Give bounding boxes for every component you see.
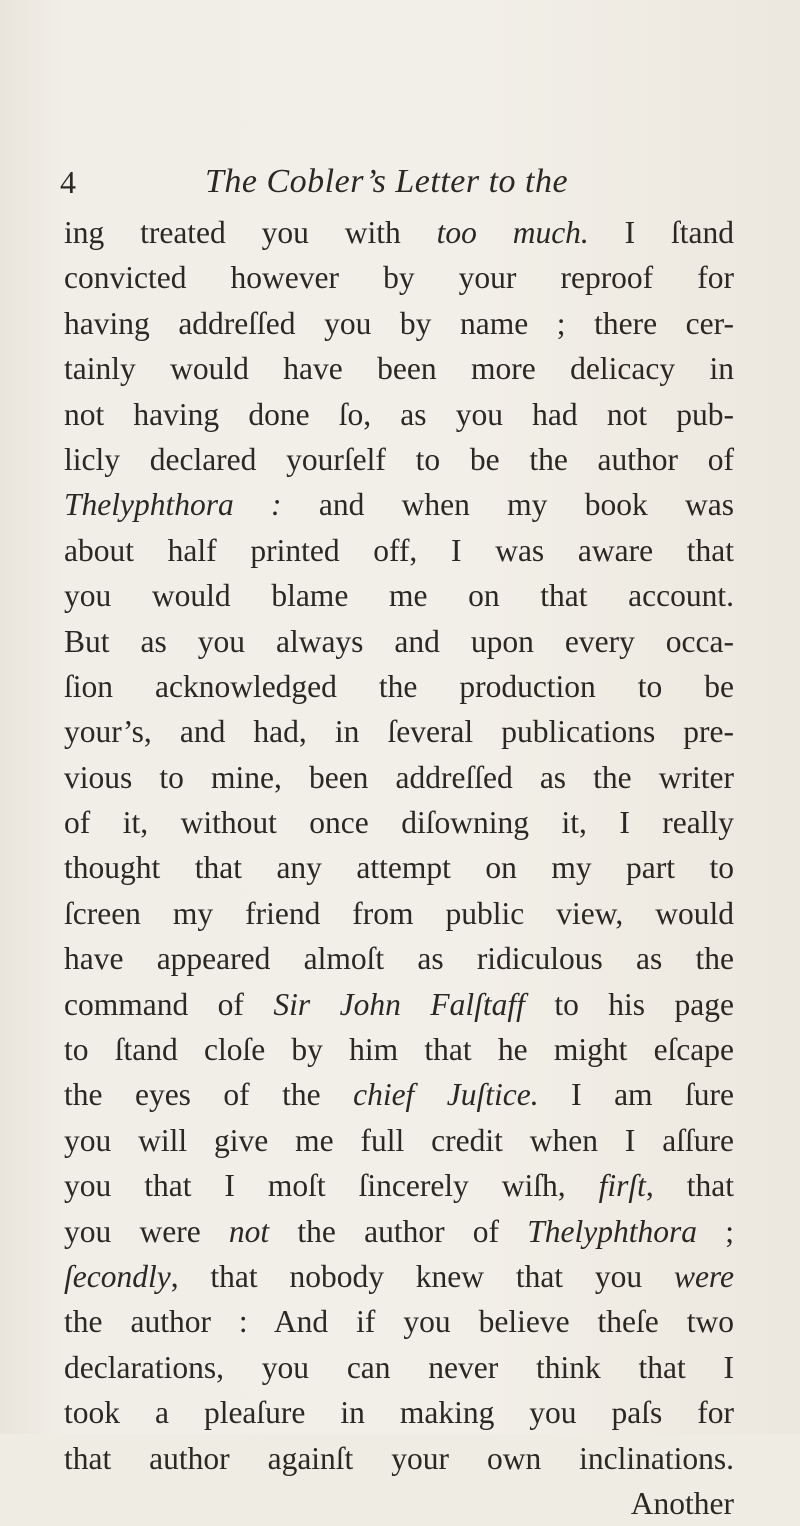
text-run: convicted however by your reproof for <box>64 260 734 296</box>
text-run: tainly would have been more delicacy in <box>64 351 734 387</box>
text-line <box>64 1436 734 1481</box>
text-run: to his page <box>524 986 734 1022</box>
text-run: thought that any attempt on my part to <box>64 850 734 886</box>
catchword: Another <box>630 1485 734 1521</box>
text-line <box>64 1254 734 1299</box>
text-line <box>64 1209 734 1254</box>
text-line <box>64 845 734 890</box>
text-run: ; <box>697 1213 734 1249</box>
text-line <box>64 346 734 391</box>
text-run: took a pleaſure in making you paſs for <box>64 1395 734 1431</box>
text-run: command of <box>64 986 274 1022</box>
text-run: the eyes of the <box>64 1077 354 1113</box>
text-line <box>64 210 734 255</box>
text-run: declarations, you can never think that I <box>64 1349 734 1385</box>
text-run: you will give me full credit when I aſſure <box>64 1122 734 1158</box>
text-run: to ſtand cloſe by him that he might eſcape <box>64 1032 734 1068</box>
text-line <box>64 573 734 618</box>
text-run: ing treated you with <box>64 215 437 250</box>
text-line <box>64 755 734 800</box>
text-run: I am ſure <box>538 1077 734 1113</box>
italic-text: ſecondly <box>64 1258 171 1294</box>
text-run: of it, without once diſowning it, I really <box>64 805 734 841</box>
text-run: about half printed off, I was aware that <box>64 532 734 568</box>
text-run: you that I moſt ſincerely wiſh, <box>64 1168 599 1204</box>
text-run: , that nobody knew that you <box>170 1258 674 1294</box>
italic-text: too much. <box>436 215 589 250</box>
italic-text: Thelyphthora : <box>64 487 282 523</box>
text-line <box>64 1345 734 1390</box>
text-run: not having done ſo, as you had not pub- <box>64 396 734 432</box>
text-run: licly declared yourſelf to be the author of <box>64 441 734 477</box>
text-run: your’s, and had, in ſeveral publications pre- <box>64 714 734 750</box>
italic-text: were <box>673 1258 734 1294</box>
text-line <box>64 255 734 300</box>
text-line <box>64 437 734 482</box>
text-line <box>64 1118 734 1163</box>
text-run: have appeared almoſt as ridiculous as the <box>64 941 734 977</box>
text-run: you would blame me on that account. <box>64 578 734 614</box>
text-line <box>64 709 734 754</box>
text-run: the author : And if you believe theſe two <box>64 1304 734 1340</box>
text-line <box>64 891 734 936</box>
text-run: , that <box>645 1168 734 1204</box>
text-line <box>64 528 734 573</box>
text-run: vious to mine, been addreſſed as the writer <box>64 759 734 795</box>
text-line <box>64 800 734 845</box>
italic-text: chief Juſtice. <box>353 1077 539 1113</box>
text-run: But as you always and upon every occa- <box>64 623 734 659</box>
text-run: the author of <box>269 1213 528 1249</box>
italic-text: not <box>228 1213 270 1249</box>
text-run: ſcreen my friend from public view, would <box>64 895 734 931</box>
italic-text: Sir John Falſtaff <box>273 986 525 1022</box>
page-header <box>60 162 760 202</box>
italic-text: Thelyphthora <box>527 1213 698 1249</box>
text-line <box>64 1390 734 1435</box>
text-line <box>64 1299 734 1344</box>
text-line <box>64 664 734 709</box>
text-line <box>64 619 734 664</box>
text-line <box>64 1027 734 1072</box>
italic-text: firſt <box>598 1168 646 1204</box>
text-line <box>64 301 734 346</box>
text-line <box>64 482 734 527</box>
running-title: The Cobler’s Letter to the <box>205 163 569 200</box>
text-line <box>64 1163 734 1208</box>
text-run: and when my book was <box>281 487 735 523</box>
text-run: having addreſſed you by name ; there cer- <box>64 305 734 341</box>
body-text <box>64 210 734 1526</box>
text-line <box>64 1072 734 1117</box>
text-line <box>64 936 734 981</box>
text-line <box>64 392 734 437</box>
text-line <box>64 982 734 1027</box>
text-run: that author againſt your own inclinations. <box>64 1440 734 1476</box>
text-run: you were <box>64 1213 229 1249</box>
text-run: ſion acknowledged the production to be <box>64 668 734 704</box>
text-run: I ſtand <box>588 215 734 250</box>
page-number: 4 <box>60 164 76 200</box>
